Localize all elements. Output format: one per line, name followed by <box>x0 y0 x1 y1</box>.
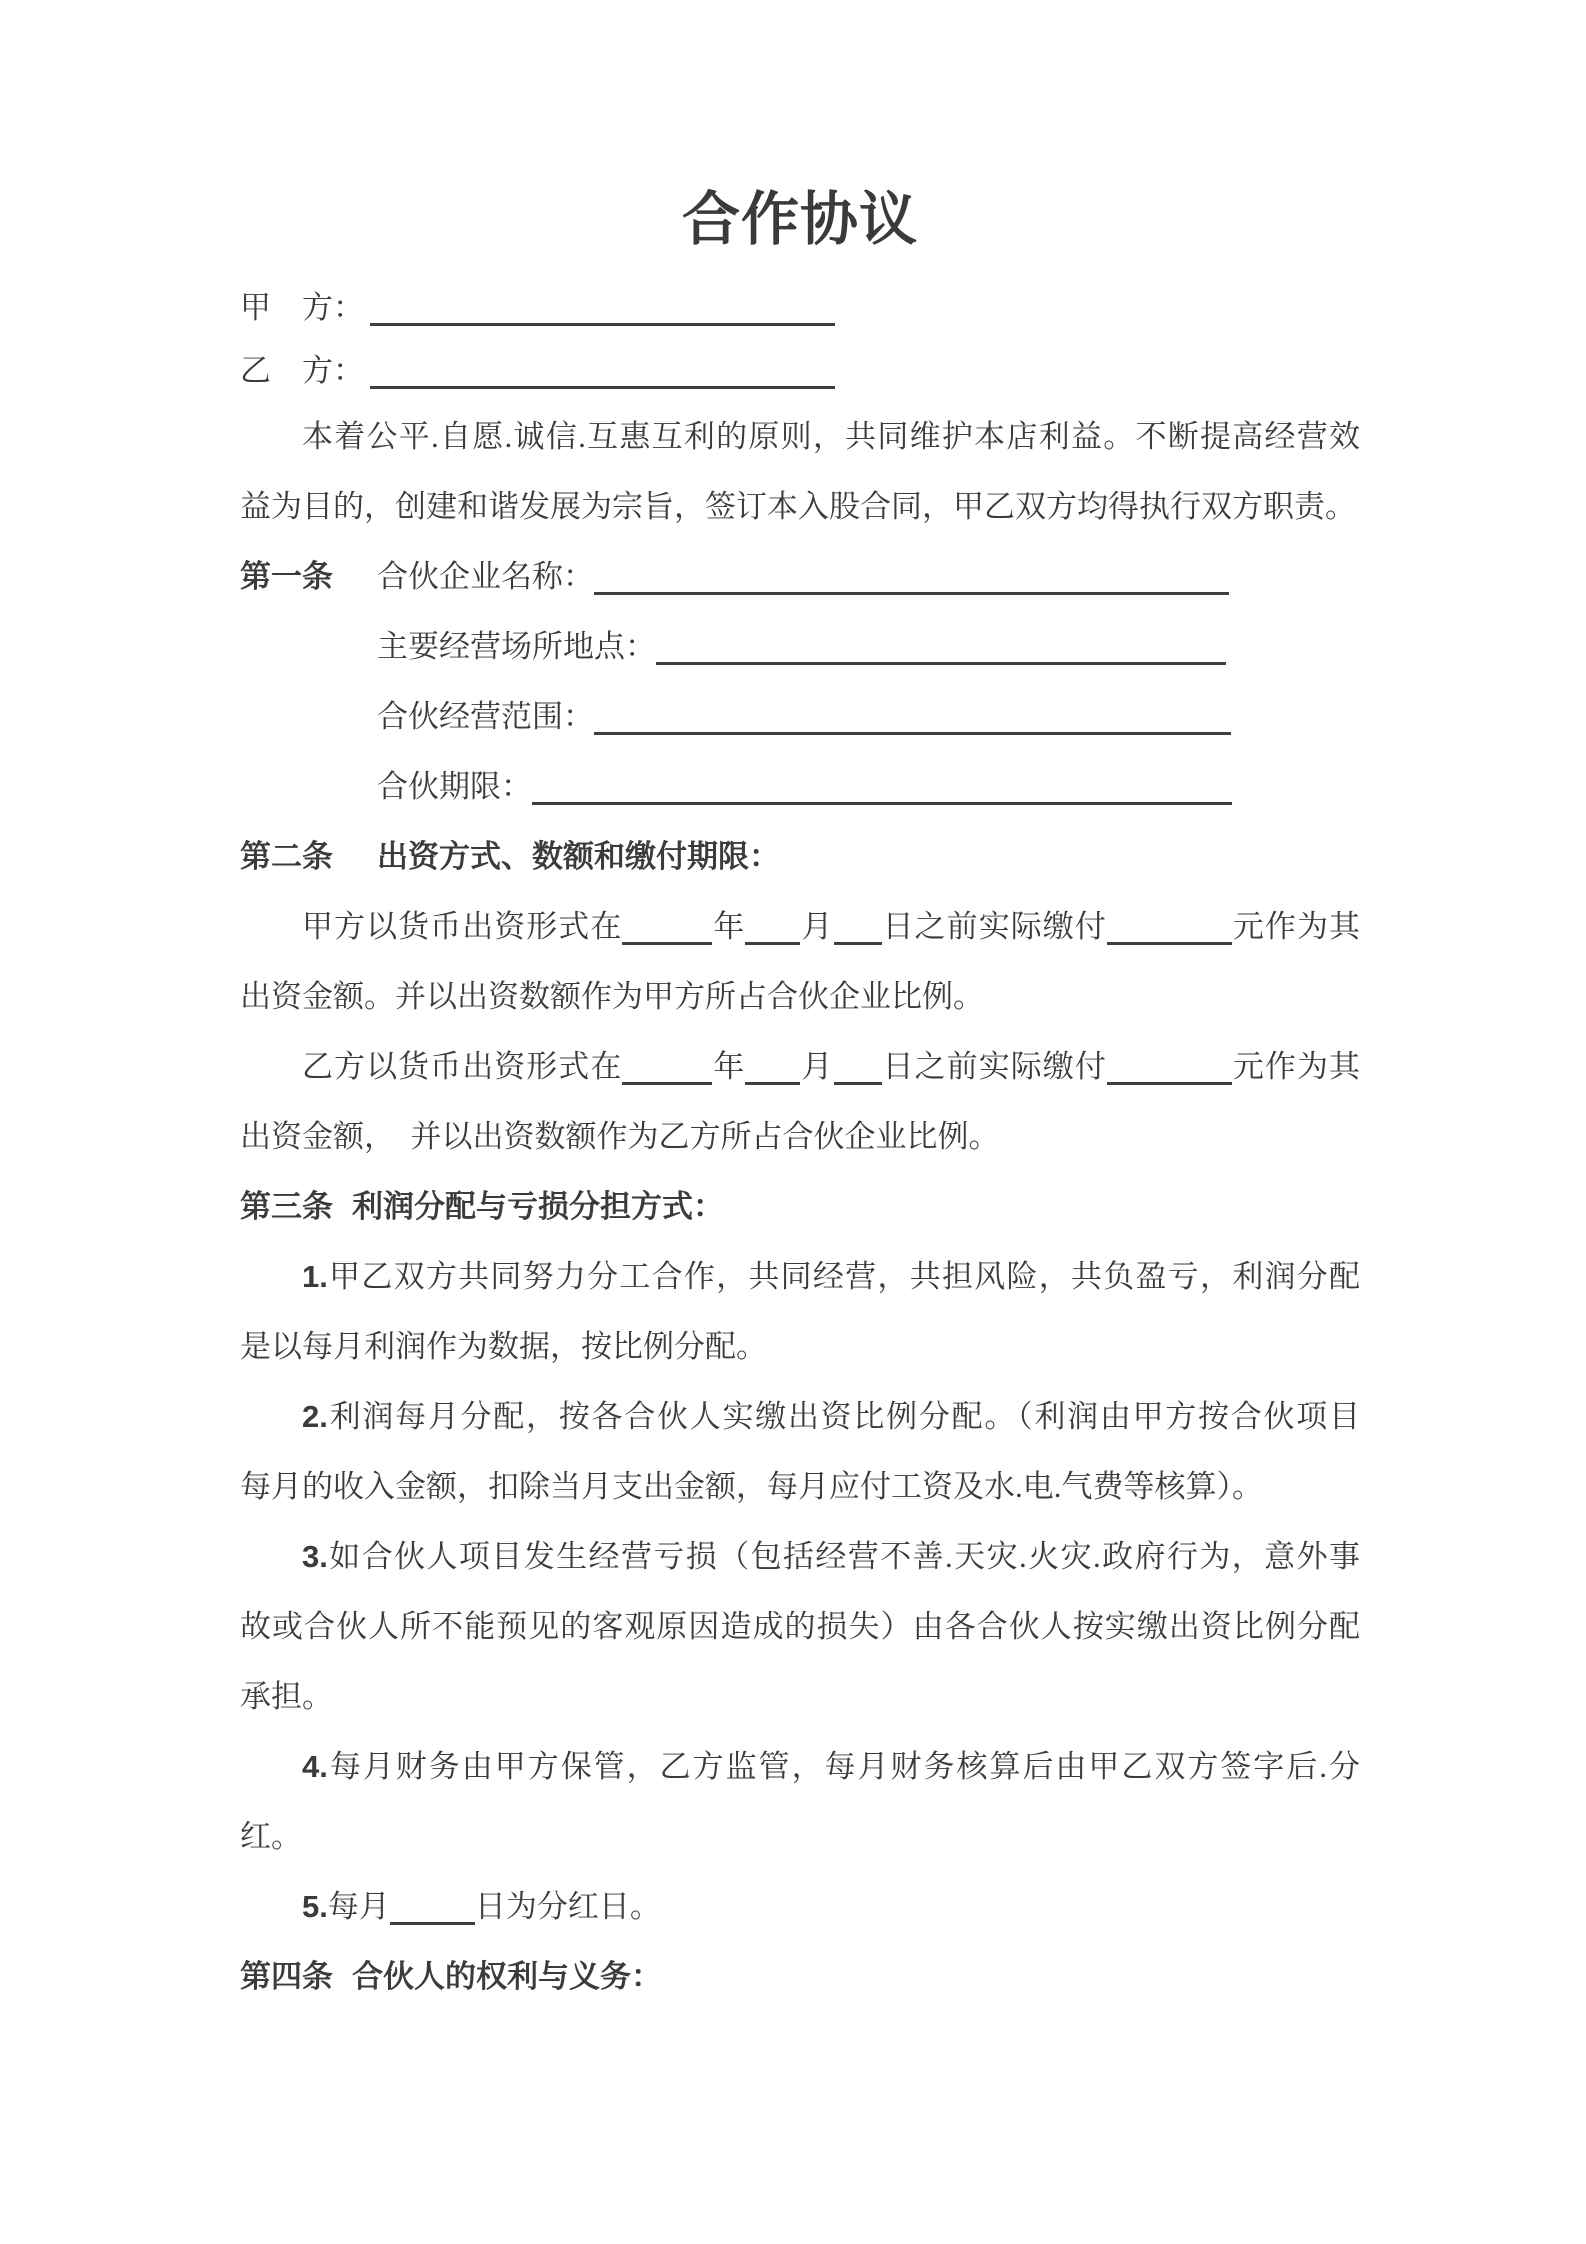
field-blank[interactable] <box>594 701 1231 735</box>
item-number: 5. <box>302 1889 328 1924</box>
text-run: 每月财务由甲方保管，乙方监管，每月财务核算后由甲乙双方签字后.分 <box>327 1749 1360 1784</box>
party-label: 甲 方： <box>240 290 364 325</box>
article-3-item-3-line <box>240 1662 1360 1732</box>
party-name-blank[interactable] <box>370 355 835 389</box>
document-body <box>240 276 1360 2012</box>
article-2-party-b-line <box>240 1102 1360 1172</box>
text-run: 故或合伙人所不能预见的客观原因造成的损失）由各合伙人按实缴出资比例分配 <box>240 1609 1360 1644</box>
text-run: 年 <box>712 1049 746 1084</box>
inline-fill-blank[interactable] <box>622 911 712 945</box>
field-blank[interactable] <box>594 561 1229 595</box>
document-title: 合作协议 <box>681 187 918 252</box>
text-run: 利润每月分配，按各合伙人实缴出资比例分配。（利润由甲方按合伙项目 <box>327 1399 1360 1434</box>
text-run: 本着公平.自愿.诚信.互惠互利的原则，共同维护本店利益。不断提高经营效 <box>302 419 1360 454</box>
inline-fill-blank[interactable] <box>834 1051 882 1085</box>
field-blank[interactable] <box>656 631 1226 665</box>
article-3-item-4-line <box>240 1732 1360 1802</box>
article-3-heading <box>240 1172 1360 1242</box>
article-2-heading <box>240 822 1360 892</box>
text-run: 是以每月利润作为数据，按比例分配。 <box>240 1329 767 1364</box>
article-3-item-1-line <box>240 1242 1360 1312</box>
item-number: 2. <box>302 1399 328 1434</box>
field-line <box>240 542 1360 612</box>
text-run: 益为目的，创建和谐发展为宗旨，签订本入股合同，甲乙双方均得执行双方职责。 <box>240 489 1356 524</box>
inline-fill-blank[interactable] <box>390 1891 475 1925</box>
article-3-item-4-line <box>240 1802 1360 1872</box>
article-number: 第一条 <box>240 559 333 594</box>
field-label: 主要经营场所地点： <box>377 629 656 664</box>
text-run: 甲方以货币出资形式在 <box>302 909 623 944</box>
article-heading-text: 合伙人的权利与义务： <box>352 1959 662 1994</box>
article-3-item-5-line <box>240 1872 1360 1942</box>
text-run: 承担。 <box>240 1679 333 1714</box>
field-label: 合伙企业名称： <box>377 559 594 594</box>
field-line <box>240 752 1360 822</box>
item-number: 4. <box>302 1749 328 1784</box>
preamble-line <box>240 472 1360 542</box>
text-run: 月 <box>800 909 834 944</box>
party-line <box>240 339 1360 402</box>
text-run: 日之前实际缴付 <box>881 1049 1107 1084</box>
text-run: 出资金额， 并以出资数额作为乙方所占合伙企业比例。 <box>240 1119 1000 1154</box>
text-run: 出资金额。并以出资数额作为甲方所占合伙企业比例。 <box>240 979 984 1014</box>
article-3-item-2-line <box>240 1452 1360 1522</box>
article-2-party-b-line <box>240 1032 1360 1102</box>
field-line <box>240 682 1360 752</box>
party-label: 乙 方： <box>240 353 364 388</box>
text-run: 如合伙人项目发生经营亏损（包括经营不善.天灾.火灾.政府行为，意外事 <box>327 1539 1360 1574</box>
preamble-line <box>240 402 1360 472</box>
text-run: 甲乙双方共同努力分工合作，共同经营，共担风险，共负盈亏，利润分配 <box>327 1259 1360 1294</box>
article-2-party-a-line <box>240 892 1360 962</box>
article-heading-text: 利润分配与亏损分担方式： <box>352 1189 724 1224</box>
text-run: 每月的收入金额，扣除当月支出金额，每月应付工资及水.电.气费等核算）。 <box>240 1469 1263 1504</box>
article-3-item-1-line <box>240 1312 1360 1382</box>
inline-fill-blank[interactable] <box>1107 911 1232 945</box>
party-line <box>240 276 1360 339</box>
article-3-item-3-line <box>240 1592 1360 1662</box>
inline-fill-blank[interactable] <box>745 1051 800 1085</box>
field-label: 合伙经营范围： <box>377 699 594 734</box>
text-run: 元作为其 <box>1231 909 1361 944</box>
text-run: 月 <box>800 1049 834 1084</box>
text-run: 红。 <box>240 1819 302 1854</box>
article-number: 第三条 <box>240 1189 333 1224</box>
field-blank[interactable] <box>532 771 1232 805</box>
field-line <box>240 612 1360 682</box>
text-run: 每月 <box>327 1889 390 1924</box>
text-run: 元作为其 <box>1231 1049 1361 1084</box>
item-number: 3. <box>302 1539 328 1574</box>
text-run: 日为分红日。 <box>474 1889 661 1924</box>
text-run: 乙方以货币出资形式在 <box>302 1049 623 1084</box>
article-number: 第二条 <box>240 839 333 874</box>
article-4-heading <box>240 1942 1360 2012</box>
text-run: 日之前实际缴付 <box>881 909 1107 944</box>
inline-fill-blank[interactable] <box>745 911 800 945</box>
item-number: 1. <box>302 1259 328 1294</box>
article-2-party-a-line <box>240 962 1360 1032</box>
article-number: 第四条 <box>240 1959 333 1994</box>
article-3-item-3-line <box>240 1522 1360 1592</box>
field-label: 合伙期限： <box>377 769 532 804</box>
article-heading-text: 出资方式、数额和缴付期限： <box>377 839 780 874</box>
inline-fill-blank[interactable] <box>622 1051 712 1085</box>
inline-fill-blank[interactable] <box>1107 1051 1232 1085</box>
article-3-item-2-line <box>240 1382 1360 1452</box>
party-name-blank[interactable] <box>370 292 835 326</box>
inline-fill-blank[interactable] <box>834 911 882 945</box>
text-run: 年 <box>712 909 746 944</box>
